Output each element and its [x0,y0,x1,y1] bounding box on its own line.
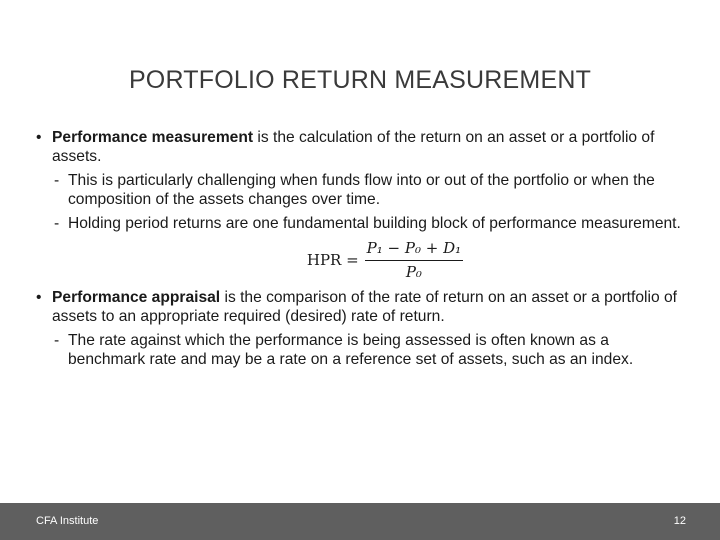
sub-bullet-challenge [36,171,686,209]
bullet-performance-appraisal [36,288,686,326]
bullet-performance-measurement [36,128,686,166]
term-performance-measurement: Performance measurement [52,129,254,146]
formula-lhs: HPR = [306,251,359,269]
sub-bullet-text: This is particularly challenging when funds flow into or out of the portfolio or when the composition of the assets changes over time. [68,172,655,208]
bullet-icon: • [36,129,42,146]
footer-bar [0,503,720,540]
bullet-icon: • [36,289,42,306]
slide-title: PORTFOLIO RETURN MEASUREMENT [128,66,592,94]
dash-icon: - [54,172,60,189]
sub-bullet-hpr [36,214,686,233]
formula-numerator: P₁ − P₀ + D₁ [365,239,463,261]
dash-icon: - [54,332,60,349]
page-number: 12 [673,515,686,527]
sub-bullet-text: The rate against which the performance is being assessed is often known as a benchmark rate and may be a rate on a reference set of assets, such as an index. [68,332,634,368]
bullet-text: is the comparison of the rate of return on an asset or a portfolio of assets to an appropriate required (desired) rate of return. [52,289,677,325]
formula-fraction [365,239,463,282]
slide-content [36,128,686,369]
hpr-formula [84,239,686,282]
formula-denominator: P₀ [405,263,422,281]
sub-bullet-text: Holding period returns are one fundamental building block of performance measurement. [68,215,681,232]
brand-logo: CFA Institute [36,515,99,527]
bullet-text: is the calculation of the return on an asset or a portfolio of assets. [52,129,655,165]
sub-bullet-benchmark [36,331,686,369]
term-performance-appraisal: Performance appraisal [52,289,221,306]
dash-icon: - [54,215,60,232]
